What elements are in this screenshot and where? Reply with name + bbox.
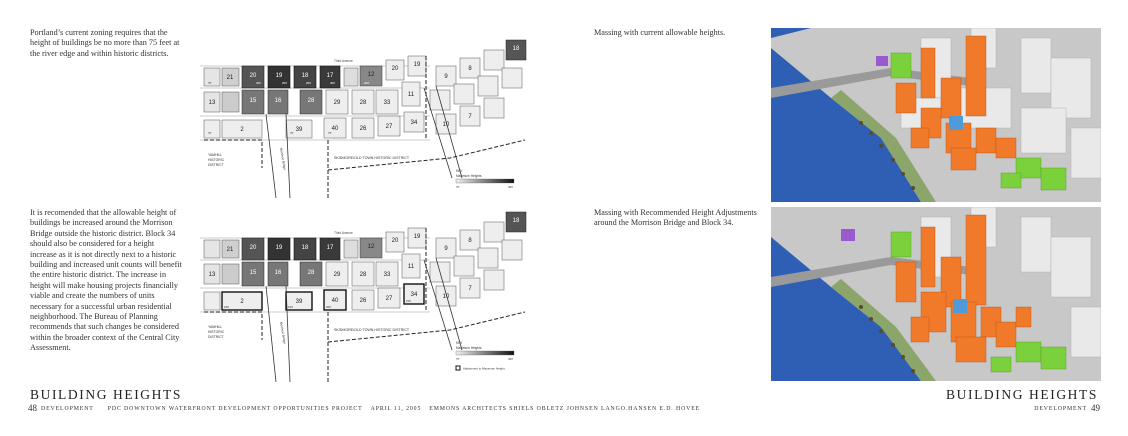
svg-text:2: 2 — [240, 299, 244, 305]
yamhill-label-3: DISTRICT — [208, 163, 224, 167]
svg-text:34: 34 — [410, 120, 418, 126]
svg-text:40: 40 — [331, 126, 339, 132]
massing-current-rendering — [771, 28, 1101, 202]
svg-text:9: 9 — [444, 74, 448, 80]
svg-text:250': 250' — [282, 81, 288, 85]
svg-text:SKIDMORE/OLD TOWN HISTORIC DIS: SKIDMORE/OLD TOWN HISTORIC DISTRICT — [334, 328, 410, 332]
svg-text:11: 11 — [407, 92, 415, 98]
svg-text:Maximum Heights: Maximum Heights — [456, 346, 482, 350]
section-title-left: BUILDING HEIGHTS — [30, 387, 182, 402]
svg-text:YAMHILL: YAMHILL — [208, 325, 223, 329]
svg-text:15: 15 — [249, 98, 257, 104]
svg-text:40: 40 — [331, 298, 339, 304]
footer-project: PDC DOWNTOWN WATERFRONT DEVELOPMENT OPPORTUNITIES PROJECT — [107, 406, 363, 412]
recommendation-paragraph: It is recomended that the allowable height of buildings be increased around the Morrison Bridge outside the historic district. Block 34 should also be considered for a height increase as it is not directly next to a historic building and increased unit counts will benefit the entire historic district. The increase in height will make housing projects financially viable and create the numbers of units necessary for a successful urban residential neighborhood. The Bureau of Planning recommends that such changes be considered within the broader context of the Central City Assessment. — [30, 208, 182, 353]
svg-text:9: 9 — [444, 246, 448, 252]
svg-text:34: 34 — [410, 292, 418, 298]
svg-text:75': 75' — [456, 185, 460, 189]
svg-text:HISTORIC: HISTORIC — [208, 330, 225, 334]
svg-text:75': 75' — [208, 81, 212, 85]
svg-text:20: 20 — [391, 238, 399, 244]
page-number-left: 48 — [28, 403, 37, 413]
caption-current: Massing with current allowable heights. — [594, 28, 726, 37]
footer-credits: EMMONS ARCHITECTS SHIELS OBLETZ JOHNSEN LANGO.HANSEN E.D. HOVEE — [429, 406, 701, 412]
adjustment-key-label: Adjustment to Maximum Height — [463, 366, 505, 371]
svg-text:Morrison Bridge: Morrison Bridge — [279, 321, 287, 345]
morrison-bridge-label: Morrison Bridge — [279, 147, 287, 171]
svg-text:7: 7 — [468, 286, 472, 292]
yamhill-label-1: YAMHILL — [208, 153, 223, 157]
svg-text:26: 26 — [359, 298, 367, 304]
svg-text:16: 16 — [274, 270, 282, 276]
svg-text:13: 13 — [208, 100, 216, 106]
svg-text:10: 10 — [442, 122, 450, 128]
svg-text:16: 16 — [274, 98, 282, 104]
recommended-heights-map — [200, 200, 530, 382]
caption-recommended: Massing with Recommended Height Adjustments around the Morrison Bridge and Block 34. — [594, 208, 757, 228]
svg-text:2: 2 — [240, 127, 244, 133]
svg-text:150': 150' — [406, 299, 412, 303]
svg-text:KEY: KEY — [456, 341, 463, 345]
yamhill-label-2: HISTORIC — [208, 158, 225, 162]
svg-text:33: 33 — [383, 100, 391, 106]
footer-date: APRIL 11, 2005 — [370, 406, 422, 412]
svg-text:75': 75' — [328, 131, 332, 135]
massing-recommended-rendering — [771, 207, 1101, 381]
svg-text:8: 8 — [468, 238, 472, 244]
svg-text:17: 17 — [326, 245, 334, 251]
svg-text:28: 28 — [359, 100, 367, 106]
svg-text:150': 150' — [288, 305, 294, 309]
intro-paragraph: Portland’s current zoning requires that the height of buildings be no more than 75 feet at the river edge and within historic districts. — [30, 28, 180, 58]
svg-text:20: 20 — [249, 245, 257, 251]
third-avenue-label: Third Avenue — [334, 59, 353, 63]
section-title-right: BUILDING HEIGHTS — [946, 387, 1098, 402]
svg-text:12: 12 — [367, 72, 375, 78]
svg-text:8: 8 — [468, 66, 472, 72]
svg-text:39: 39 — [295, 127, 303, 133]
svg-text:DISTRICT: DISTRICT — [208, 335, 224, 339]
svg-text:29: 29 — [333, 100, 341, 106]
svg-text:Maximum Heights: Maximum Heights — [456, 174, 482, 178]
svg-text:21: 21 — [226, 247, 234, 253]
svg-text:27: 27 — [385, 296, 393, 302]
svg-text:12: 12 — [367, 244, 375, 250]
svg-text:19: 19 — [413, 62, 421, 68]
svg-text:18: 18 — [512, 46, 520, 52]
svg-text:15: 15 — [249, 270, 257, 276]
svg-text:250': 250' — [306, 81, 312, 85]
third-avenue-label-2: Third Avenue — [334, 231, 353, 235]
svg-text:17: 17 — [326, 73, 334, 79]
svg-text:11: 11 — [407, 264, 415, 270]
svg-text:18: 18 — [301, 245, 309, 251]
svg-text:460': 460' — [256, 81, 262, 85]
skidmore-label: SKIDMORE/OLD TOWN HISTORIC DISTRICT — [334, 156, 410, 160]
svg-text:75': 75' — [456, 357, 460, 361]
footer-section-right: DEVELOPMENT — [1034, 406, 1087, 412]
current-heights-map — [200, 28, 530, 198]
svg-text:200': 200' — [364, 81, 370, 85]
svg-text:75': 75' — [290, 131, 294, 135]
svg-text:28: 28 — [307, 98, 315, 104]
svg-text:20: 20 — [391, 66, 399, 72]
svg-text:39: 39 — [295, 299, 303, 305]
right-page — [564, 0, 1128, 436]
svg-text:18: 18 — [512, 218, 520, 224]
svg-text:10: 10 — [442, 294, 450, 300]
footer-section-left: DEVELOPMENT — [41, 406, 94, 412]
svg-text:28: 28 — [359, 272, 367, 278]
footer-right — [1034, 403, 1100, 413]
svg-text:29: 29 — [333, 272, 341, 278]
svg-text:250': 250' — [326, 305, 332, 309]
svg-text:21: 21 — [226, 75, 234, 81]
svg-text:28: 28 — [307, 270, 315, 276]
svg-text:13: 13 — [208, 272, 216, 278]
svg-text:19: 19 — [275, 245, 283, 251]
svg-text:19: 19 — [275, 73, 283, 79]
svg-text:460': 460' — [508, 357, 514, 361]
page-number-right: 49 — [1091, 403, 1100, 413]
svg-text:20: 20 — [249, 73, 257, 79]
svg-text:460': 460' — [508, 185, 514, 189]
svg-text:KEY: KEY — [456, 169, 463, 173]
svg-text:33: 33 — [383, 272, 391, 278]
svg-text:26: 26 — [359, 126, 367, 132]
svg-text:19: 19 — [413, 234, 421, 240]
svg-text:18: 18 — [301, 73, 309, 79]
svg-text:75': 75' — [208, 131, 212, 135]
svg-text:7: 7 — [468, 114, 472, 120]
svg-text:150': 150' — [224, 305, 230, 309]
svg-text:27: 27 — [385, 124, 393, 130]
svg-text:460': 460' — [330, 81, 336, 85]
